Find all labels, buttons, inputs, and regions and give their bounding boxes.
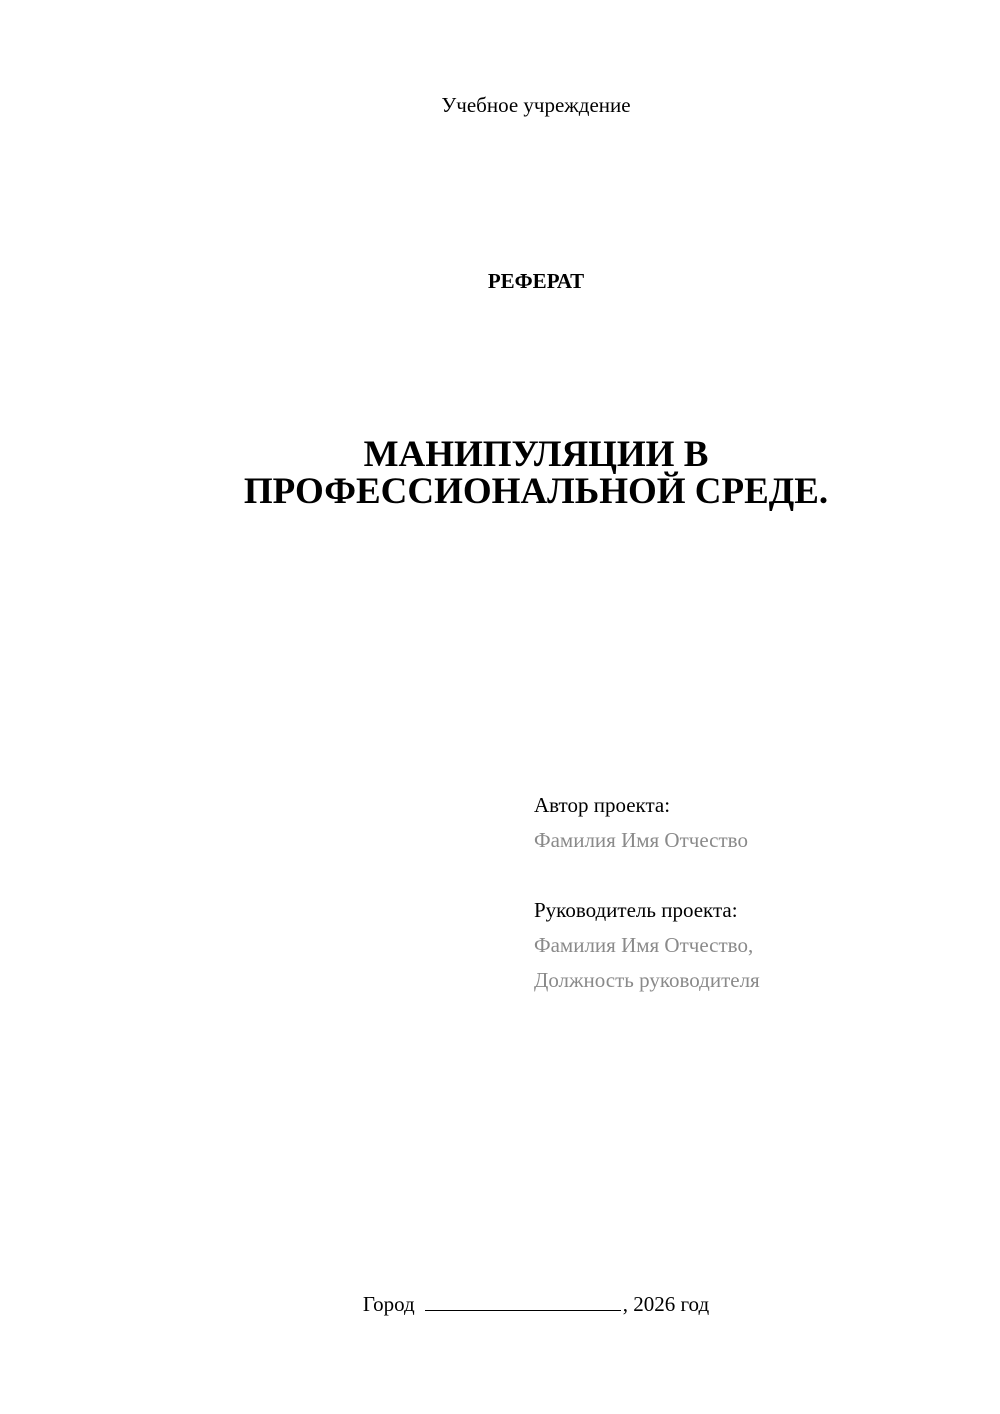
spacer xyxy=(534,858,974,893)
document-title xyxy=(0,436,1000,510)
author-label: Автор проекта: xyxy=(534,793,671,817)
supervisor-name: Фамилия Имя Отчество, xyxy=(534,933,754,957)
author-name: Фамилия Имя Отчество xyxy=(534,828,748,852)
city-year-line xyxy=(0,1290,1000,1318)
supervisor-label: Руководитель проекта: xyxy=(534,898,738,922)
document-title-line-1: МАНИПУЛЯЦИИ В xyxy=(363,434,709,475)
city-label: Город xyxy=(362,1292,415,1316)
city-blank-line xyxy=(425,1292,621,1311)
institution-name: Учебное учреждение xyxy=(441,93,631,117)
document-type: РЕФЕРАТ xyxy=(487,269,585,293)
project-people-block xyxy=(534,788,974,998)
document-title-line-2: ПРОФЕССИОНАЛЬНОЙ СРЕДЕ. xyxy=(243,471,829,512)
supervisor-position: Должность руководителя xyxy=(534,968,760,992)
year-text: , 2026 год xyxy=(622,1292,710,1316)
